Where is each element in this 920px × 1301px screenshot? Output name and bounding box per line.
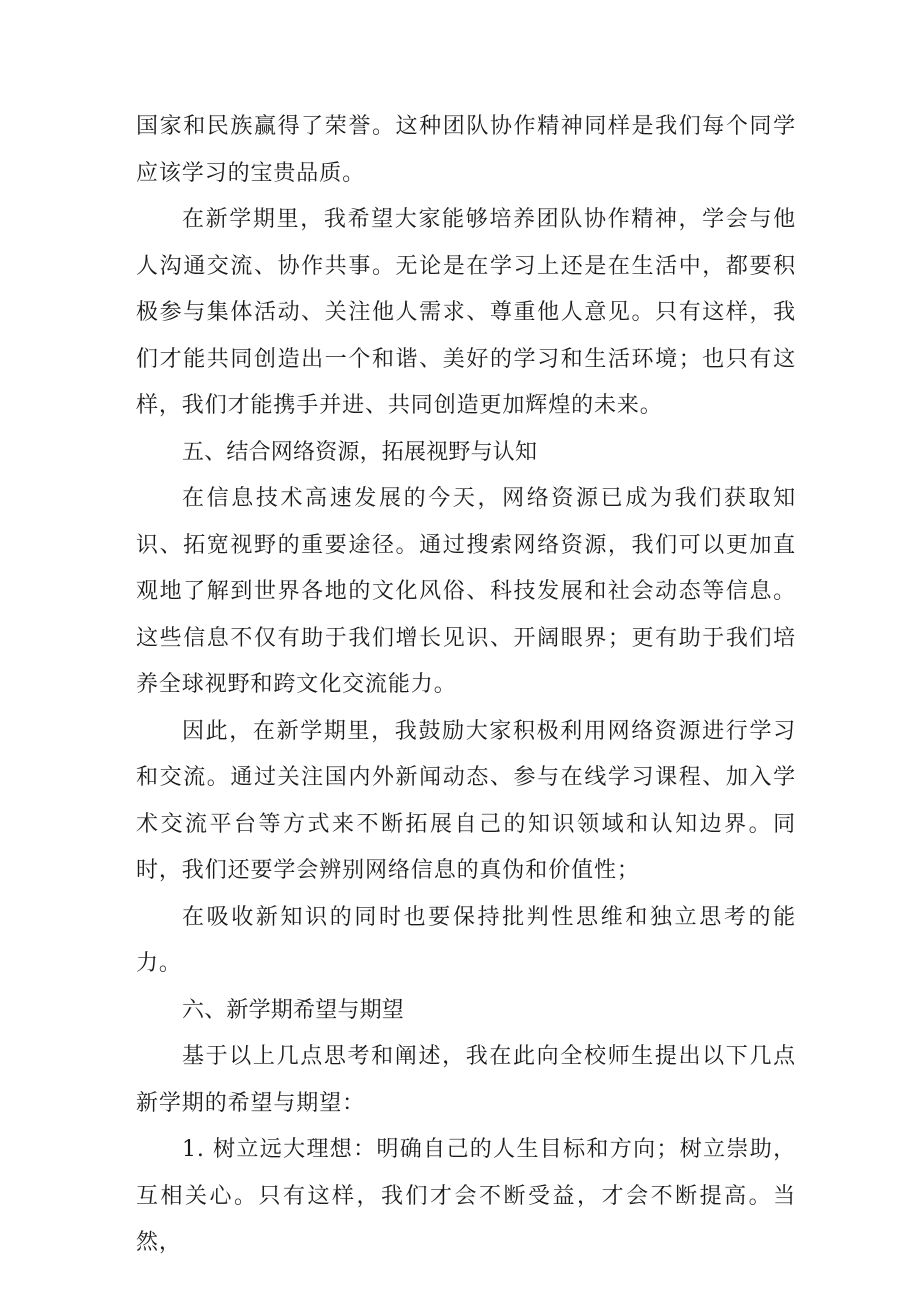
list-item: 1. 树立远大理想：明确自己的人生目标和方向；树立崇助，互相关心。只有这样，我们才会不断受益，才会不断提高。当然， bbox=[136, 1137, 796, 1255]
section-heading: 六、新学期希望与期望 bbox=[182, 997, 405, 1023]
paragraph: 基于以上几点思考和阐述，我在此向全校师生提出以下几点新学期的希望与期望： bbox=[136, 1044, 796, 1116]
section-heading: 五、结合网络资源，拓展视野与认知 bbox=[182, 439, 538, 465]
paragraph: 在新学期里，我希望大家能够培养团队协作精神，学会与他人沟通交流、协作共事。无论是在学习上还是在生活中，都要积极参与集体活动、关注他人需求、尊重他人意见。只有这样，我们才能共同创造出一个和谐、美好的学习和生活环境；也只有这样，我们才能携手并进、共同创造更加辉煌的未来。 bbox=[136, 207, 796, 418]
paragraph: 在吸收新知识的同时也要保持批判性思维和独立思考的能力。 bbox=[136, 904, 796, 976]
paragraph: 在信息技术高速发展的今天，网络资源已成为我们获取知识、拓宽视野的重要途径。通过搜索网络资源，我们可以更加直观地了解到世界各地的文化风俗、科技发展和社会动态等信息。这些信息不仅有助于我们增长见识、开阔眼界；更有助于我们培养全球视野和跨文化交流能力。 bbox=[136, 486, 796, 697]
paragraph: 国家和民族赢得了荣誉。这种团队协作精神同样是我们每个同学应该学习的宝贵品质。 bbox=[136, 114, 796, 186]
paragraph: 因此，在新学期里，我鼓励大家积极利用网络资源进行学习和交流。通过关注国内外新闻动态、参与在线学习课程、加入学术交流平台等方式来不断拓展自己的知识领域和认知边界。同时，我们还要学会辨别网络信息的真伪和价值性； bbox=[136, 718, 796, 883]
document-body bbox=[136, 104, 796, 1267]
